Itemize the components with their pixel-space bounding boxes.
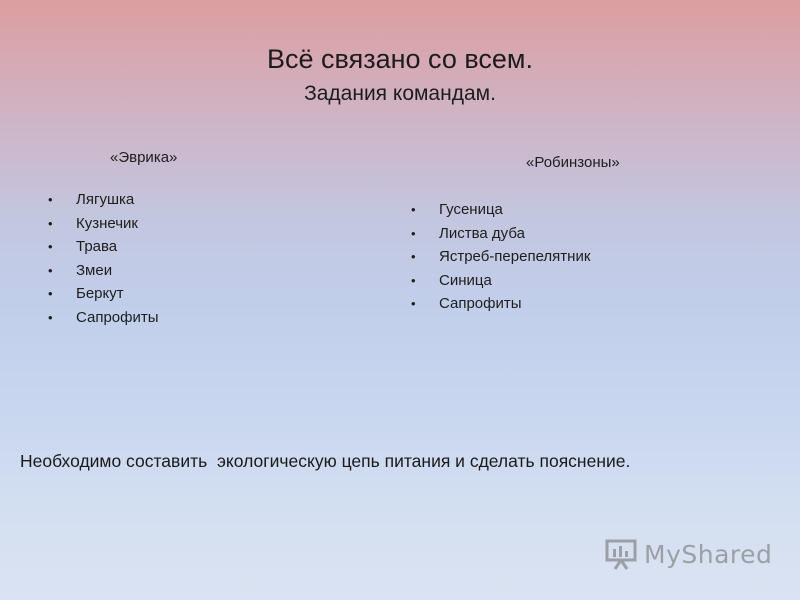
- list-item: • Трава: [48, 235, 159, 259]
- team-eureka-heading: «Эврика»: [110, 149, 178, 166]
- watermark-logo: [604, 534, 772, 574]
- slide-title: Всё связано со всем.: [267, 44, 533, 74]
- task-instruction: Необходимо составить экологическую цепь питания и сделать пояснение.: [20, 451, 631, 471]
- list-item: • Сапрофиты: [48, 306, 159, 330]
- list-item: • Листва дуба: [411, 222, 590, 246]
- team-eureka-list: [48, 188, 159, 329]
- list-item: • Беркут: [48, 282, 159, 306]
- list-item: • Синица: [411, 269, 590, 293]
- team-robinsons-heading: «Робинзоны»: [526, 154, 620, 171]
- presentation-board-icon: [604, 537, 638, 571]
- list-item: • Лягушка: [48, 188, 159, 212]
- list-item: • Ястреб-перепелятник: [411, 245, 590, 269]
- list-item: • Гусеница: [411, 198, 590, 222]
- slide-subtitle: Задания командам.: [304, 82, 496, 105]
- watermark-text: MyShared: [644, 539, 773, 569]
- list-item: • Змеи: [48, 259, 159, 283]
- list-item: • Сапрофиты: [411, 292, 590, 316]
- team-robinsons-list: [411, 198, 590, 316]
- list-item: • Кузнечик: [48, 212, 159, 236]
